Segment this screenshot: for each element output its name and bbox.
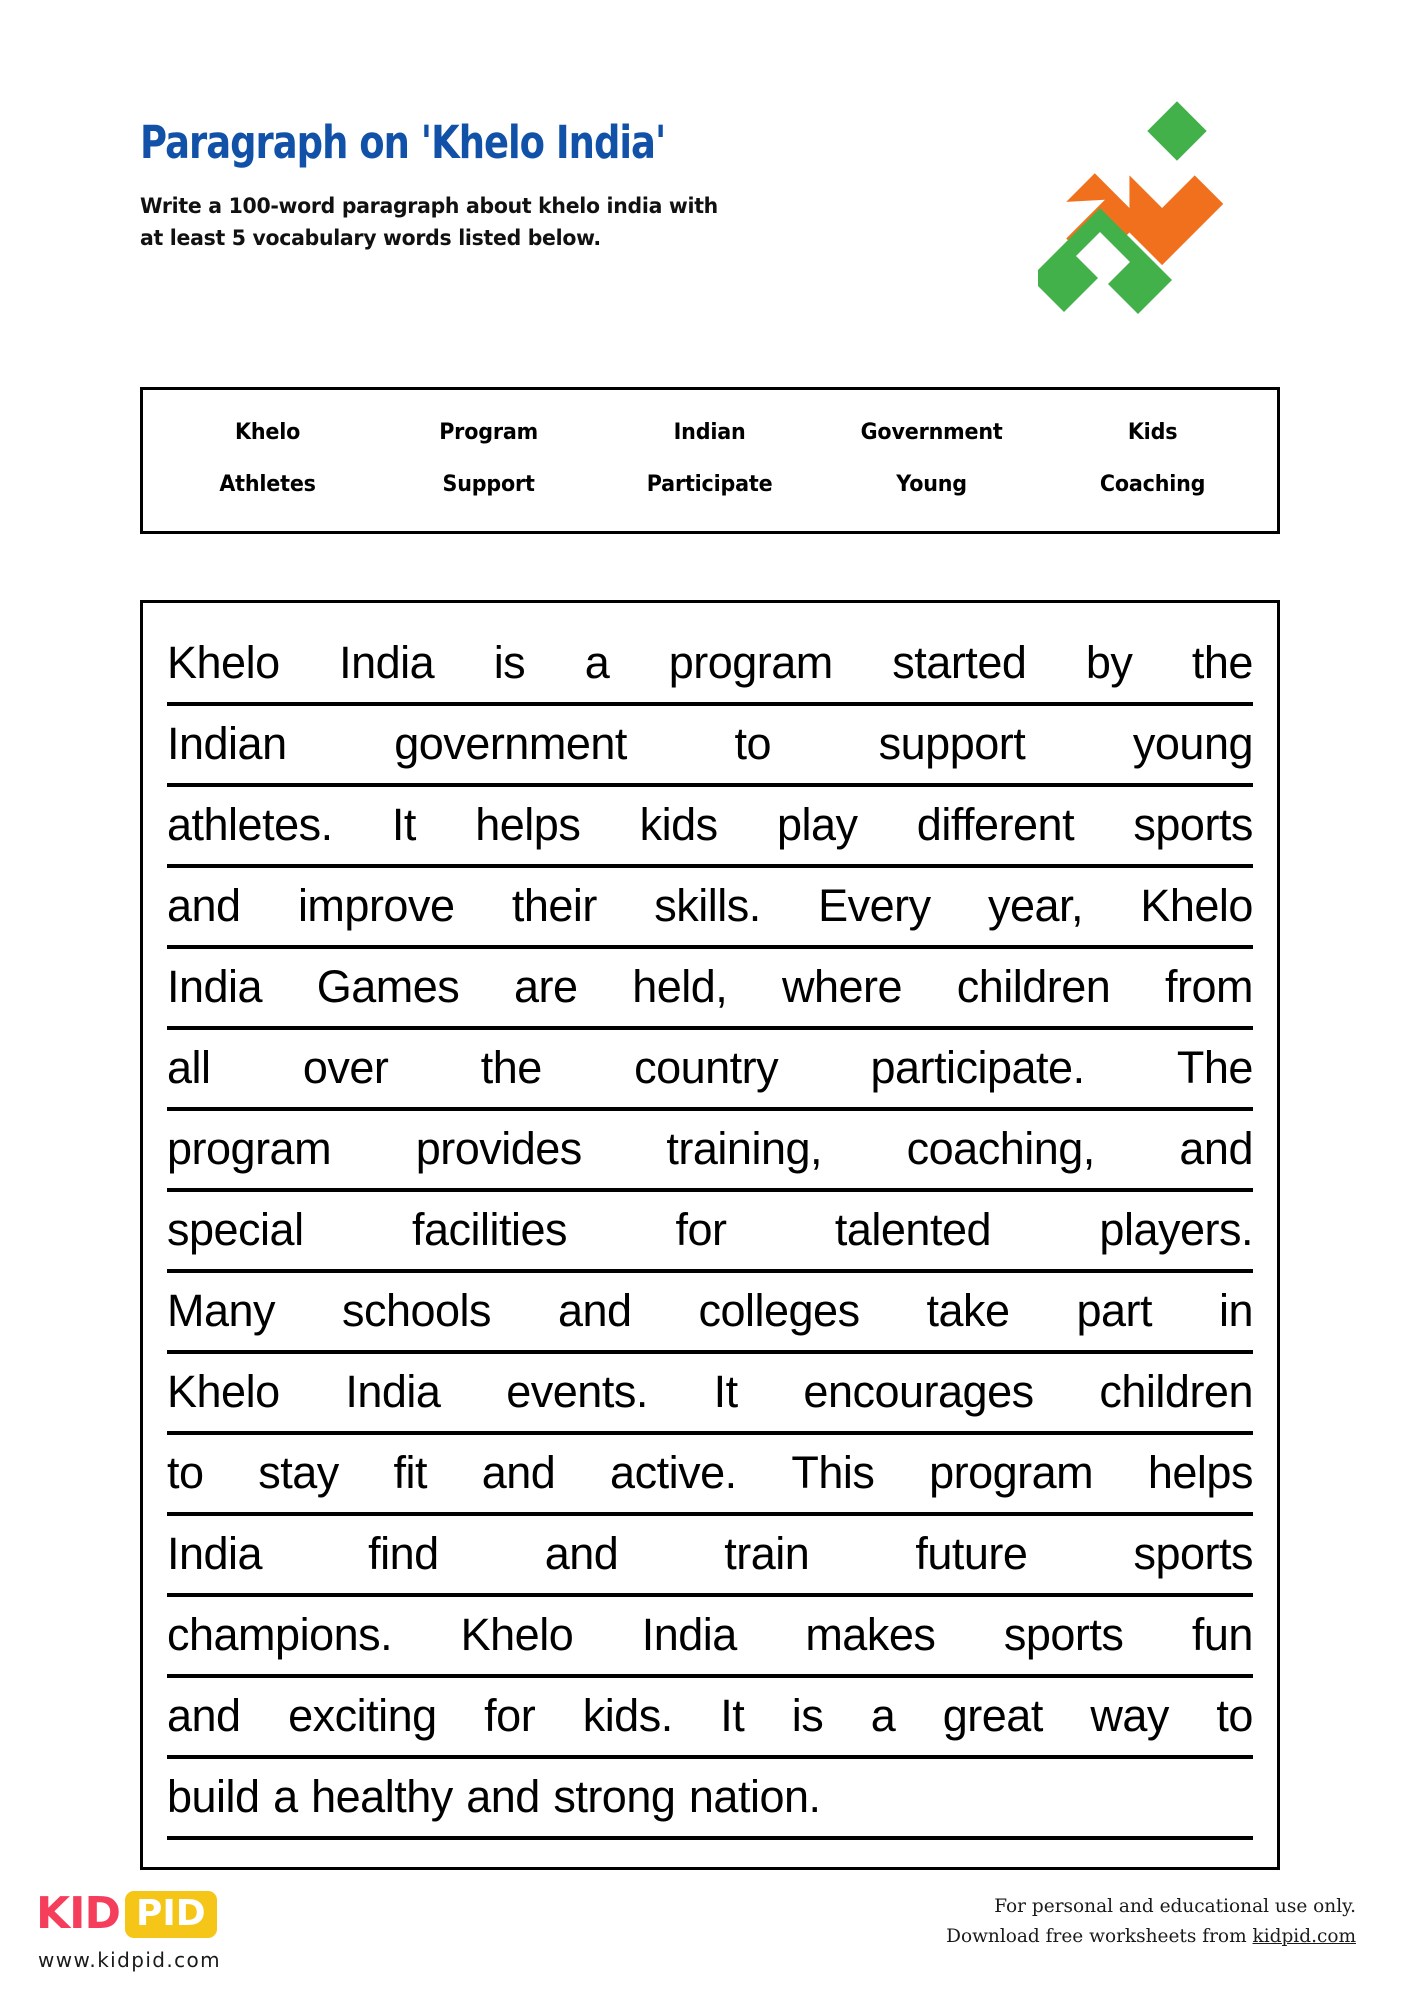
answer-word: started <box>892 637 1027 688</box>
answer-word: Khelo <box>167 637 280 688</box>
answer-word: children <box>1099 1366 1253 1417</box>
answer-word: the <box>1191 637 1253 688</box>
vocabulary-word: Support <box>442 472 535 497</box>
answer-word: active. <box>610 1447 737 1498</box>
answer-word: special <box>167 1204 304 1255</box>
answer-word: year, <box>987 880 1084 931</box>
answer-word: their <box>511 880 597 931</box>
answer-word: Every <box>818 880 931 931</box>
answer-word: talented <box>834 1204 992 1255</box>
answer-word: nation. <box>688 1771 821 1822</box>
answer-word: India <box>167 1528 263 1579</box>
answer-word: events. <box>506 1366 648 1417</box>
footer-usage-note <box>946 1892 1356 1952</box>
khelo-india-logo-icon <box>1038 100 1268 330</box>
answer-line[interactable] <box>167 787 1253 868</box>
vocabulary-word: Young <box>895 472 967 497</box>
answer-word: fit <box>393 1447 428 1498</box>
answer-word: and <box>1179 1123 1253 1174</box>
answer-word: colleges <box>698 1285 860 1336</box>
answer-word: for <box>675 1204 727 1255</box>
answer-word: India <box>339 637 435 688</box>
answer-word: and <box>466 1771 540 1822</box>
answer-word: the <box>480 1042 542 1093</box>
answer-word: India <box>167 961 263 1012</box>
answer-word: schools <box>341 1285 492 1336</box>
answer-word: sports <box>1133 799 1253 850</box>
answer-word: by <box>1085 637 1133 688</box>
answer-word: It <box>391 799 416 850</box>
answer-word: improve <box>297 880 455 931</box>
answer-word: It <box>720 1690 745 1741</box>
answer-line[interactable] <box>167 1192 1253 1273</box>
answer-word: India <box>345 1366 441 1417</box>
answer-word: facilities <box>411 1204 568 1255</box>
answer-word: Khelo <box>1140 880 1253 931</box>
answer-word: and <box>557 1285 632 1336</box>
answer-line[interactable] <box>167 1759 1253 1840</box>
vocabulary-word: Program <box>439 420 539 445</box>
answer-word: young <box>1132 718 1253 769</box>
answer-word: healthy <box>311 1771 453 1822</box>
answer-word: future <box>915 1528 1028 1579</box>
page-title: Paragraph on 'Khelo India' <box>140 116 666 169</box>
answer-word: in <box>1218 1285 1253 1336</box>
answer-word: where <box>781 961 903 1012</box>
footer-note-line-1: For personal and educational use only. <box>994 1896 1356 1917</box>
answer-word: support <box>878 718 1026 769</box>
vocabulary-word: Coaching <box>1099 472 1206 497</box>
vocabulary-row-2 <box>157 459 1263 511</box>
vocabulary-word: Participate <box>647 472 773 497</box>
answer-word: country <box>634 1042 779 1093</box>
answer-word: to <box>734 718 772 769</box>
answer-word: a <box>870 1690 896 1741</box>
answer-word: program <box>929 1447 1094 1498</box>
answer-line[interactable] <box>167 625 1253 706</box>
answer-word: fun <box>1191 1609 1253 1660</box>
answer-line[interactable] <box>167 706 1253 787</box>
answer-word: part <box>1076 1285 1153 1336</box>
answer-word: Games <box>316 961 460 1012</box>
answer-word: India <box>641 1609 737 1660</box>
answer-line[interactable] <box>167 1435 1253 1516</box>
worksheet-header <box>140 116 1280 335</box>
kidpid-brand <box>36 1888 336 1972</box>
answer-word: sports <box>1133 1528 1253 1579</box>
answer-word: program <box>167 1123 332 1174</box>
answer-word: Many <box>167 1285 276 1336</box>
answer-word: build <box>167 1771 260 1822</box>
answer-line[interactable] <box>167 1678 1253 1759</box>
answer-word: Indian <box>167 718 287 769</box>
answer-line[interactable] <box>167 1030 1253 1111</box>
answer-word: players. <box>1099 1204 1253 1255</box>
answer-box[interactable] <box>140 600 1280 1870</box>
answer-word: Khelo <box>167 1366 280 1417</box>
vocabulary-word: Kids <box>1127 420 1178 445</box>
answer-word: exciting <box>288 1690 437 1741</box>
answer-word: provides <box>415 1123 582 1174</box>
footer-note-line-2 <box>946 1922 1356 1952</box>
answer-word: participate. <box>870 1042 1085 1093</box>
answer-word: for <box>484 1690 536 1741</box>
answer-word: skills. <box>654 880 761 931</box>
instruction-line-1: Write a 100-word paragraph about khelo india with <box>140 194 718 219</box>
answer-word: sports <box>1003 1609 1124 1660</box>
answer-word: a <box>584 637 610 688</box>
instruction-line-2: at least 5 vocabulary words listed below. <box>140 225 601 251</box>
answer-word: kids. <box>582 1690 673 1741</box>
answer-line[interactable] <box>167 949 1253 1030</box>
answer-line[interactable] <box>167 1273 1253 1354</box>
answer-word: held, <box>632 961 728 1012</box>
answer-word: all <box>167 1042 211 1093</box>
worksheet-footer <box>0 1880 1414 2000</box>
answer-word: helps <box>1147 1447 1253 1498</box>
brand-website-url: www.kidpid.com <box>38 1948 222 1972</box>
answer-word: This <box>791 1447 875 1498</box>
answer-word: It <box>713 1366 738 1417</box>
answer-word: and <box>167 880 241 931</box>
answer-word: champions. <box>167 1609 393 1660</box>
khelo-india-logo <box>1038 100 1268 330</box>
answer-word: find <box>368 1528 439 1579</box>
answer-word: training, <box>666 1123 823 1174</box>
answer-word: to <box>167 1447 204 1498</box>
answer-word: great <box>942 1690 1043 1741</box>
header-text-block <box>140 116 900 255</box>
answer-word: makes <box>805 1609 936 1660</box>
brand-pid-badge: PID <box>125 1891 217 1938</box>
vocabulary-box <box>140 387 1280 534</box>
answer-word: program <box>668 637 833 688</box>
answer-word: from <box>1164 961 1253 1012</box>
answer-word: athletes. <box>167 799 333 850</box>
brand-kid-text: KID <box>36 1888 120 1939</box>
answer-line[interactable] <box>167 868 1253 949</box>
answer-line[interactable] <box>167 1354 1253 1435</box>
answer-line[interactable] <box>167 1516 1253 1597</box>
answer-word: way <box>1090 1690 1169 1741</box>
answer-word: to <box>1216 1690 1253 1741</box>
vocabulary-word: Indian <box>674 420 746 445</box>
kidpid-logo <box>36 1888 336 1940</box>
answer-word: government <box>394 718 627 769</box>
answer-word: is <box>791 1690 824 1741</box>
kidpid-link[interactable]: kidpid.com <box>1252 1925 1356 1947</box>
answer-word: and <box>167 1690 241 1741</box>
answer-word: encourages <box>803 1366 1034 1417</box>
answer-line[interactable] <box>167 1597 1253 1678</box>
answer-word: take <box>926 1285 1010 1336</box>
vocabulary-word: Government <box>860 420 1003 445</box>
vocabulary-word: Khelo <box>235 420 301 445</box>
answer-word: are <box>513 961 578 1012</box>
answer-word: stay <box>258 1447 339 1498</box>
answer-word: kids <box>639 799 718 850</box>
vocabulary-word: Athletes <box>219 472 316 497</box>
answer-word: over <box>302 1042 389 1093</box>
answer-word: different <box>916 799 1075 850</box>
instruction-text <box>140 191 862 255</box>
answer-word: helps <box>475 799 581 850</box>
answer-word: coaching, <box>906 1123 1095 1174</box>
answer-word: train <box>724 1528 810 1579</box>
answer-word: The <box>1176 1042 1253 1093</box>
footer-note-prefix: Download free worksheets from <box>946 1925 1253 1947</box>
answer-word: a <box>273 1771 298 1822</box>
answer-word: strong <box>553 1771 676 1822</box>
answer-word: Khelo <box>460 1609 574 1660</box>
answer-line[interactable] <box>167 1111 1253 1192</box>
vocabulary-row-1 <box>157 407 1263 459</box>
answer-word: play <box>776 799 858 850</box>
answer-word: children <box>956 961 1111 1012</box>
answer-word: and <box>544 1528 619 1579</box>
answer-word: and <box>481 1447 556 1498</box>
answer-word: is <box>493 637 526 688</box>
